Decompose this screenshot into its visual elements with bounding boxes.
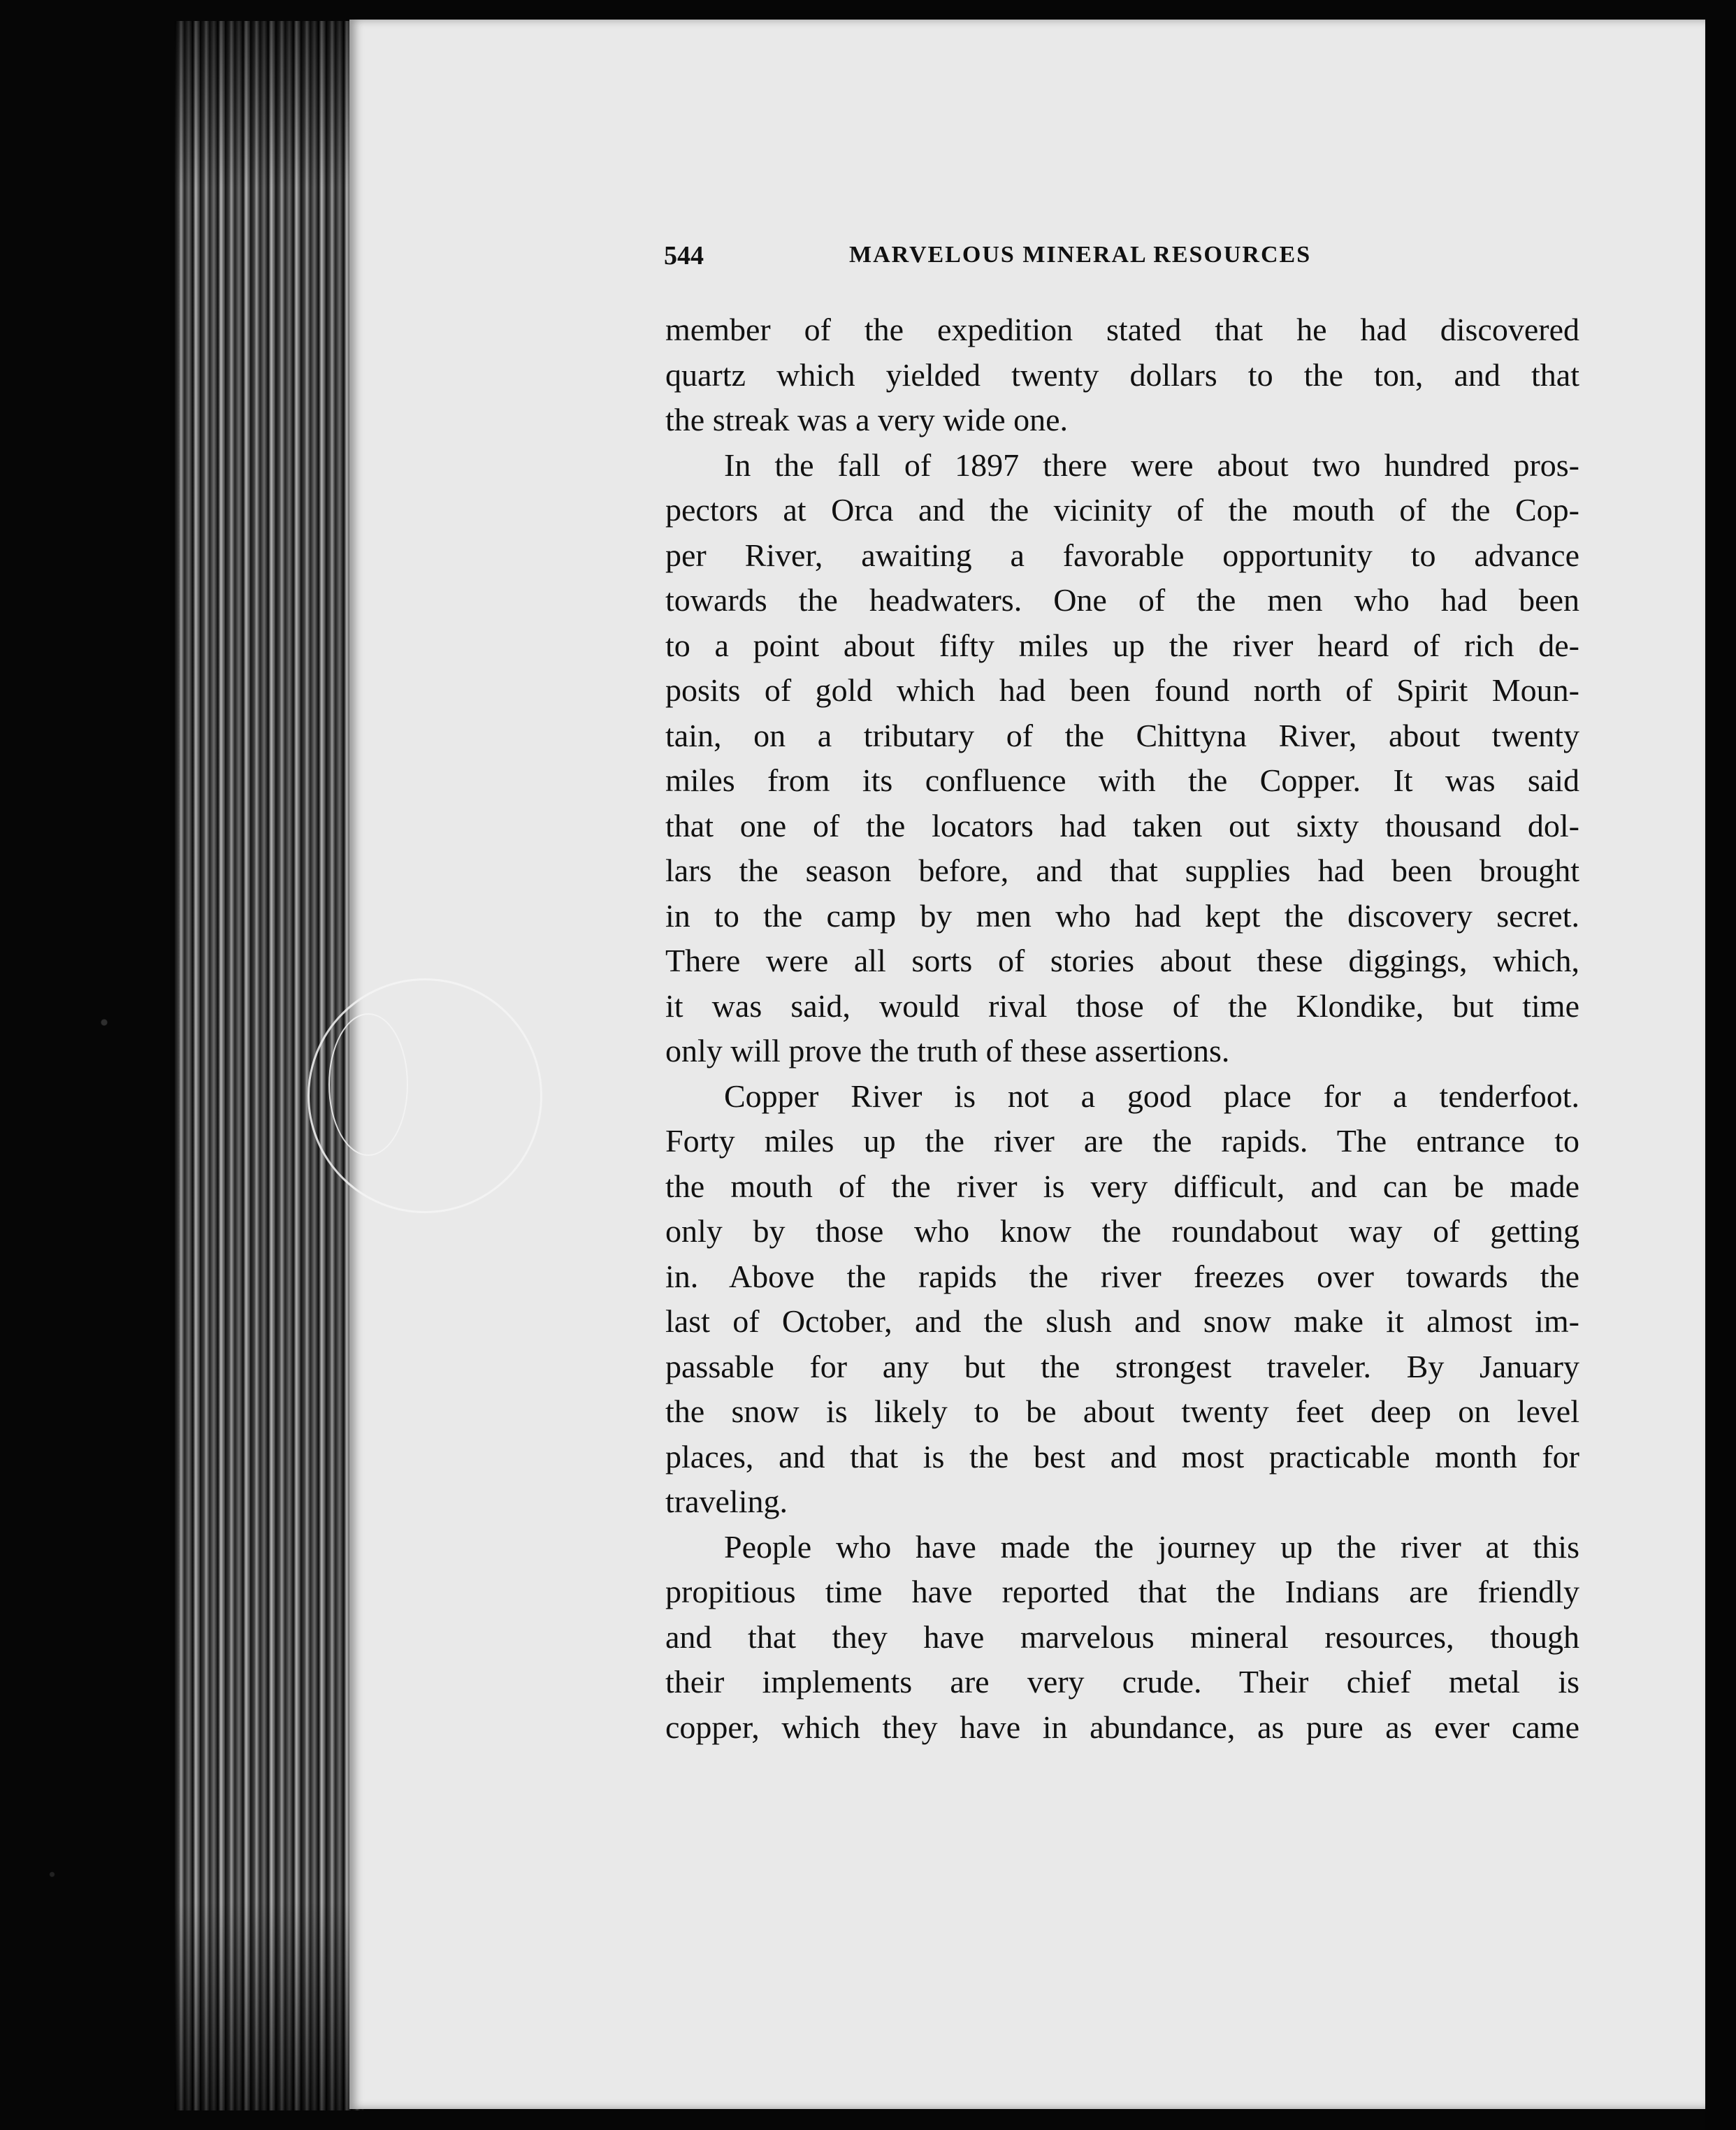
text-line: miles from its confluence with the Copper. It was said [665, 762, 1579, 798]
scan-right-margin [1705, 20, 1736, 2130]
text-line: only will prove the truth of these assertions. [665, 1033, 1230, 1068]
text-line: places, and that is the best and most practicable month for [665, 1438, 1579, 1475]
text-line: propitious time have reported that the Indians are friendly [665, 1574, 1579, 1609]
text-line: to a point about fifty miles up the river heard of rich de- [665, 627, 1579, 663]
text-line: that one of the locators had taken out sixty thousand dol- [665, 807, 1579, 843]
text-line: the streak was a very wide one. [665, 402, 1069, 437]
text-line: only by those who know the roundabout way of getting [665, 1213, 1579, 1249]
text-line: traveling. [665, 1484, 788, 1519]
loose-thread-inner [328, 1013, 408, 1156]
text-line: the snow is likely to be about twenty feet deep on level [665, 1393, 1579, 1429]
text-line: lars the season before, and that supplies had been brought [665, 853, 1579, 888]
text-line: towards the headwaters. One of the men who had been [665, 582, 1579, 618]
text-line: per River, awaiting a favorable opportunity to advance [665, 537, 1579, 573]
text-line: their implements are very crude. Their chief metal is [665, 1664, 1579, 1700]
text-line: the mouth of the river is very difficult, and can be made [665, 1168, 1579, 1204]
text-line: copper, which they have in abundance, as pure as ever came [665, 1709, 1579, 1745]
text-line: in to the camp by men who had kept the discovery secret. [665, 897, 1579, 934]
text-line: and that they have marvelous mineral resources, though [665, 1618, 1579, 1655]
page-header [664, 240, 1391, 275]
text-line: quartz which yielded twenty dollars to the ton, and that [665, 356, 1579, 393]
text-line: it was said, would rival those of the Klondike, but time [665, 987, 1579, 1024]
text-line: In the fall of 1897 there were about two hundred pros- [724, 447, 1579, 483]
text-line: There were all sorts of stories about these diggings, which, [665, 943, 1579, 978]
text-line: in. Above the rapids the river freezes over towards the [665, 1258, 1579, 1294]
running-head: MARVELOUS MINERAL RESOURCES [849, 242, 1312, 268]
text-line: People who have made the journey up the river at this [724, 1528, 1579, 1565]
text-line: passable for any but the strongest traveler. By January [665, 1348, 1579, 1384]
body-text [665, 307, 1579, 1750]
text-line: Copper River is not a good place for a tenderfoot. [724, 1078, 1579, 1114]
text-line: Forty miles up the river are the rapids. The entrance to [665, 1123, 1579, 1159]
page-number: 544 [664, 241, 704, 270]
text-line: last of October, and the slush and snow make it almost im- [665, 1303, 1579, 1339]
text-line: posits of gold which had been found north of Spirit Moun- [665, 672, 1579, 708]
text-line: tain, on a tributary of the Chittyna River, about twenty [665, 717, 1579, 753]
text-line: member of the expedition stated that he had discovered [665, 312, 1579, 347]
text-line: pectors at Orca and the vicinity of the mouth of the Cop- [665, 492, 1579, 528]
